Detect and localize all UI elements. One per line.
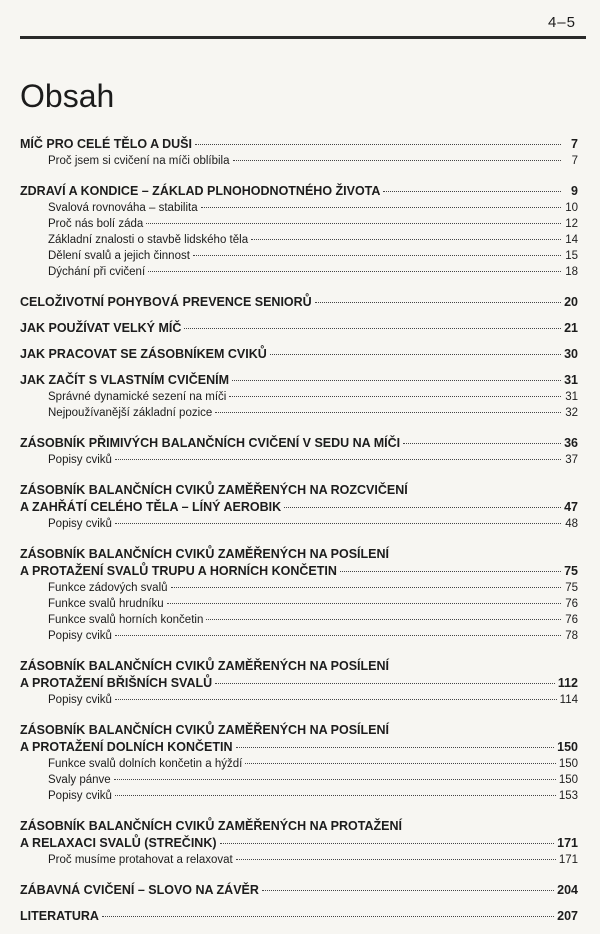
chapter-title: JAK ZAČÍT S VLASTNÍM CVIČENÍM — [20, 373, 230, 387]
toc-chapter-entry[interactable] — [20, 346, 578, 363]
subsection-page-number: 14 — [565, 234, 578, 246]
subsection-title: Proč jsem si cvičení na míči oblíbila — [48, 155, 230, 167]
chapter-title: JAK PRACOVAT SE ZÁSOBNÍKEM CVIKŮ — [20, 347, 267, 361]
toc-subsection-entry[interactable] — [20, 692, 578, 708]
subsection-title: Správné dynamické sezení na míči — [48, 391, 227, 403]
chapter-title: A ZAHŘÁTÍ CELÉHO TĚLA – LÍNÝ AEROBIK — [20, 500, 282, 514]
toc-subsection-entry[interactable] — [20, 389, 578, 405]
toc-chapter-entry[interactable] — [20, 294, 578, 311]
subsection-title: Svaly pánve — [48, 774, 111, 786]
chapter-page-number: 9 — [571, 184, 578, 198]
dot-leader — [115, 523, 561, 524]
chapter-page-number: 20 — [564, 295, 578, 309]
chapter-page-number: 204 — [557, 883, 578, 897]
toc-section — [20, 658, 578, 708]
toc-subsection-entry[interactable] — [20, 153, 578, 169]
chapter-page-number: 150 — [557, 740, 578, 754]
subsection-page-number: 75 — [565, 582, 578, 594]
chapter-page-number: 207 — [557, 909, 578, 923]
dot-leader — [193, 255, 561, 256]
toc-subsection-entry[interactable] — [20, 232, 578, 248]
subsection-title: Funkce svalů horních končetin — [48, 614, 204, 626]
toc-subsection-entry[interactable] — [20, 200, 578, 216]
chapter-title: A PROTAŽENÍ SVALŮ TRUPU A HORNÍCH KONČETIN — [20, 564, 337, 578]
table-of-contents — [20, 136, 578, 934]
subsection-page-number: 150 — [558, 774, 578, 786]
chapter-page-number: 30 — [564, 347, 578, 361]
dot-leader — [284, 507, 561, 508]
chapter-page-number: 75 — [564, 564, 578, 578]
dot-leader — [220, 843, 555, 844]
toc-subsection-entry[interactable] — [20, 248, 578, 264]
subsection-title: Funkce zádových svalů — [48, 582, 168, 594]
chapter-title: A RELAXACI SVALŮ (STREČINK) — [20, 836, 217, 850]
toc-section — [20, 882, 578, 899]
subsection-page-number: 31 — [565, 391, 578, 403]
subsection-page-number: 15 — [565, 250, 578, 262]
toc-subsection-entry[interactable] — [20, 788, 578, 804]
chapter-page-number: 36 — [564, 436, 578, 450]
subsection-page-number: 10 — [565, 202, 578, 214]
toc-subsection-entry[interactable] — [20, 852, 578, 868]
toc-section — [20, 183, 578, 280]
chapter-title: ZÁSOBNÍK BALANČNÍCH CVIKŮ ZAMĚŘENÝCH NA POSÍLENÍ — [20, 547, 389, 561]
subsection-title: Základní znalosti o stavbě lidského těla — [48, 234, 249, 246]
chapter-title: ZÁSOBNÍK BALANČNÍCH CVIKŮ ZAMĚŘENÝCH NA PROTAŽENÍ — [20, 819, 402, 833]
dot-leader — [115, 795, 556, 796]
toc-subsection-entry[interactable] — [20, 628, 578, 644]
chapter-title: ZÁSOBNÍK PŘIMIVÝCH BALANČNÍCH CVIČENÍ V SEDU NA MÍČI — [20, 436, 401, 450]
toc-chapter-entry[interactable] — [20, 499, 578, 516]
dot-leader — [236, 747, 555, 748]
toc-chapter-entry[interactable] — [20, 658, 578, 675]
subsection-title: Dýchání při cvičení — [48, 266, 146, 278]
toc-section — [20, 136, 578, 169]
dot-leader — [206, 619, 561, 620]
dot-leader — [236, 859, 556, 860]
chapter-title: ZÁSOBNÍK BALANČNÍCH CVIKŮ ZAMĚŘENÝCH NA ROZCVIČENÍ — [20, 483, 408, 497]
toc-subsection-entry[interactable] — [20, 405, 578, 421]
dot-leader — [403, 443, 561, 444]
chapter-page-number: 112 — [557, 676, 578, 690]
subsection-title: Popisy cviků — [48, 694, 112, 706]
chapter-title: ZÁSOBNÍK BALANČNÍCH CVIKŮ ZAMĚŘENÝCH NA POSÍLENÍ — [20, 659, 389, 673]
subsection-page-number: 153 — [558, 790, 578, 802]
dot-leader — [171, 587, 561, 588]
chapter-title: A PROTAŽENÍ BŘIŠNÍCH SVALŮ — [20, 676, 213, 690]
toc-chapter-entry[interactable] — [20, 563, 578, 580]
chapter-page-number: 7 — [571, 137, 578, 151]
subsection-title: Dělení svalů a jejich činnost — [48, 250, 190, 262]
toc-section — [20, 320, 578, 337]
subsection-title: Funkce svalů hrudníku — [48, 598, 164, 610]
dot-leader — [383, 191, 561, 192]
toc-chapter-entry[interactable] — [20, 675, 578, 692]
chapter-title: ZDRAVÍ A KONDICE – ZÁKLAD PLNOHODNOTNÉHO ŽIVOTA — [20, 184, 381, 198]
subsection-page-number: 76 — [565, 614, 578, 626]
toc-chapter-entry[interactable] — [20, 908, 578, 925]
subsection-title: Nejpoužívanější základní pozice — [48, 407, 213, 419]
dot-leader — [340, 571, 561, 572]
dot-leader — [115, 699, 557, 700]
chapter-title: ZÁBAVNÁ CVIČENÍ – SLOVO NA ZÁVĚR — [20, 883, 259, 897]
toc-section — [20, 908, 578, 925]
subsection-page-number: 76 — [565, 598, 578, 610]
toc-section — [20, 482, 578, 532]
chapter-title: ZÁSOBNÍK BALANČNÍCH CVIKŮ ZAMĚŘENÝCH NA POSÍLENÍ — [20, 723, 389, 737]
chapter-page-number: 47 — [564, 500, 578, 514]
toc-chapter-entry[interactable] — [20, 435, 578, 452]
subsection-title: Funkce svalů dolních končetin a hýždí — [48, 758, 243, 770]
subsection-title: Popisy cviků — [48, 790, 112, 802]
toc-chapter-entry[interactable] — [20, 482, 578, 499]
dot-leader — [148, 271, 561, 272]
subsection-page-number: 114 — [559, 694, 578, 706]
dot-leader — [270, 354, 561, 355]
dot-leader — [229, 396, 561, 397]
toc-subsection-entry[interactable] — [20, 756, 578, 772]
toc-chapter-entry[interactable] — [20, 818, 578, 835]
toc-section — [20, 818, 578, 868]
dot-leader — [115, 459, 561, 460]
toc-section — [20, 346, 578, 363]
dot-leader — [146, 223, 561, 224]
subsection-title: Proč nás bolí záda — [48, 218, 144, 230]
page-number: 4–5 — [547, 14, 576, 31]
header-rule — [20, 36, 586, 39]
subsection-page-number: 48 — [565, 518, 578, 530]
page-title: Obsah — [20, 78, 115, 114]
toc-chapter-entry[interactable] — [20, 183, 578, 200]
dot-leader — [184, 328, 561, 329]
subsection-title: Svalová rovnováha – stabilita — [48, 202, 198, 214]
toc-chapter-entry[interactable] — [20, 739, 578, 756]
dot-leader — [195, 144, 561, 145]
subsection-title: Proč musíme protahovat a relaxovat — [48, 854, 233, 866]
subsection-page-number: 18 — [565, 266, 578, 278]
toc-chapter-entry[interactable] — [20, 722, 578, 739]
dot-leader — [215, 412, 561, 413]
toc-section — [20, 294, 578, 311]
toc-section — [20, 546, 578, 644]
toc-subsection-entry[interactable] — [20, 216, 578, 232]
toc-chapter-entry[interactable] — [20, 546, 578, 563]
chapter-title: A PROTAŽENÍ DOLNÍCH KONČETIN — [20, 740, 233, 754]
chapter-title: LITERATURA — [20, 909, 99, 923]
dot-leader — [102, 916, 554, 917]
chapter-page-number: 171 — [557, 836, 578, 850]
subsection-title: Popisy cviků — [48, 454, 112, 466]
toc-chapter-entry[interactable] — [20, 136, 578, 153]
toc-chapter-entry[interactable] — [20, 882, 578, 899]
dot-leader — [114, 779, 556, 780]
subsection-page-number: 78 — [565, 630, 578, 642]
toc-section — [20, 722, 578, 804]
dot-leader — [262, 890, 554, 891]
chapter-page-number: 31 — [564, 373, 578, 387]
toc-subsection-entry[interactable] — [20, 452, 578, 468]
chapter-page-number: 21 — [564, 321, 578, 335]
toc-subsection-entry[interactable] — [20, 612, 578, 628]
toc-section — [20, 435, 578, 468]
dot-leader — [201, 207, 561, 208]
chapter-title: JAK POUŽÍVAT VELKÝ MÍČ — [20, 321, 182, 335]
toc-subsection-entry[interactable] — [20, 772, 578, 788]
toc-chapter-entry[interactable] — [20, 835, 578, 852]
dot-leader — [233, 160, 561, 161]
dot-leader — [115, 635, 561, 636]
dot-leader — [315, 302, 561, 303]
dot-leader — [232, 380, 561, 381]
subsection-page-number: 12 — [565, 218, 578, 230]
toc-section — [20, 372, 578, 421]
chapter-title: CELOŽIVOTNÍ POHYBOVÁ PREVENCE SENIORŮ — [20, 295, 312, 309]
subsection-page-number: 150 — [558, 758, 578, 770]
subsection-page-number: 37 — [565, 454, 578, 466]
dot-leader — [245, 763, 555, 764]
toc-chapter-entry[interactable] — [20, 320, 578, 337]
toc-subsection-entry[interactable] — [20, 596, 578, 612]
toc-subsection-entry[interactable] — [20, 264, 578, 280]
toc-subsection-entry[interactable] — [20, 580, 578, 596]
subsection-title: Popisy cviků — [48, 518, 112, 530]
dot-leader — [215, 683, 555, 684]
subsection-title: Popisy cviků — [48, 630, 112, 642]
subsection-page-number: 32 — [565, 407, 578, 419]
toc-chapter-entry[interactable] — [20, 372, 578, 389]
subsection-page-number: 7 — [571, 155, 578, 167]
subsection-page-number: 171 — [558, 854, 578, 866]
chapter-title: MÍČ PRO CELÉ TĚLO A DUŠI — [20, 137, 192, 151]
dot-leader — [251, 239, 561, 240]
dot-leader — [167, 603, 561, 604]
toc-subsection-entry[interactable] — [20, 516, 578, 532]
